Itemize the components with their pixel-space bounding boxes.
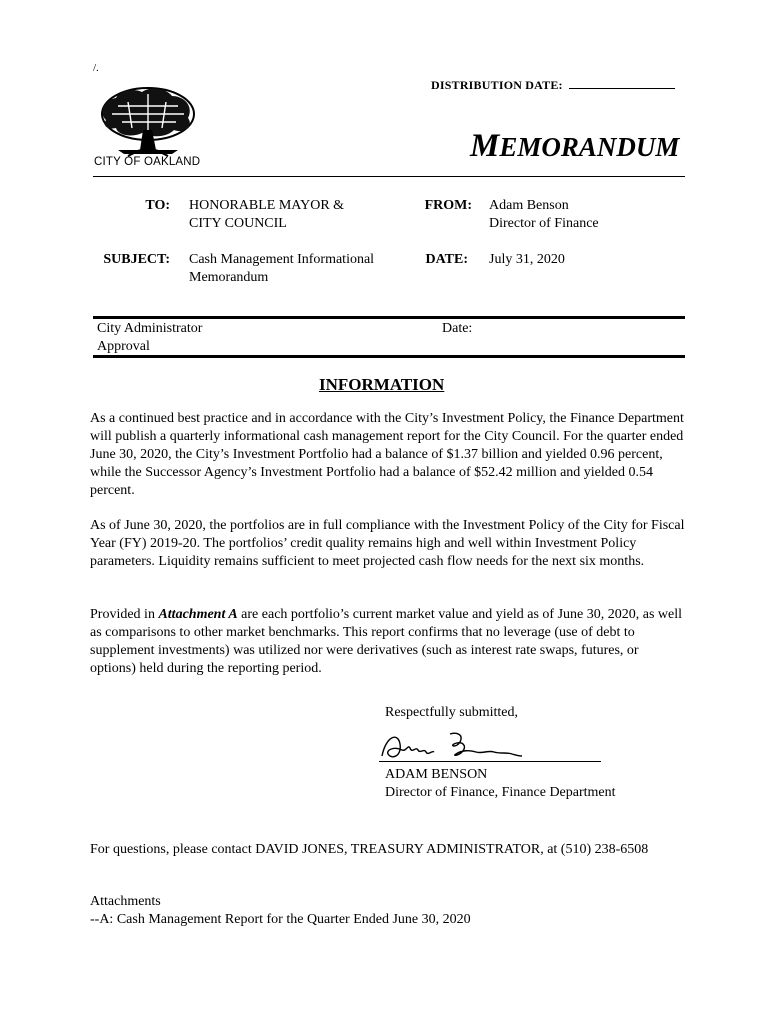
memo-title-rest: EMORANDUM xyxy=(499,132,680,162)
signer-name: ADAM BENSON xyxy=(385,767,488,782)
memo-title-initial: M xyxy=(470,128,500,164)
header-rule xyxy=(93,176,685,177)
contact-text: For questions, please contact DAVID JONES, TREASURY ADMINISTRATOR, at (510) 238-6508 xyxy=(90,842,649,857)
approval-rule-top xyxy=(93,316,685,319)
paragraph-3-start: Provided in xyxy=(90,607,159,622)
signer-title: Director of Finance, Finance Department xyxy=(385,785,616,800)
date-label: DATE: xyxy=(425,252,468,267)
paragraph-3-end: are each portfolio’s current market value and yield as of June 30, 2020, as well as comparisons to other market benchmarks. This report confirms that no leverage (use of debt to supplement investments) was utilized nor were derivatives (such as interest rate swaps, futures, or options) held during the reporting period. xyxy=(90,607,683,676)
signature-image xyxy=(372,726,604,766)
to-line-1: HONORABLE MAYOR & xyxy=(189,198,345,213)
distribution-date-label: DISTRIBUTION DATE: xyxy=(431,78,563,92)
paragraph-1: As a continued best practice and in accordance with the City’s Investment Policy, the Finance Department will publish a quarterly informational cash management report for the City Council. For the quarter ended June 30, 2020, the City’s Investment Portfolio had a balance of $1.37 billion and yielded 0.96 percent, while the Successor Agency’s Investment Portfolio had a balance of $52.42 million and yielded 0.54 percent. xyxy=(90,411,684,498)
to-label: TO: xyxy=(145,198,170,213)
signature-line xyxy=(379,761,601,762)
page-mark: /. xyxy=(93,62,99,74)
attachment-item: --A: Cash Management Report for the Quarter Ended June 30, 2020 xyxy=(90,912,471,927)
attachments-heading: Attachments xyxy=(90,894,161,909)
paragraph-3 xyxy=(90,606,685,678)
to-line-2: CITY COUNCIL xyxy=(189,216,287,231)
memo-title xyxy=(470,128,679,165)
subject-line-1: Cash Management Informational xyxy=(189,252,375,267)
approval-line-1: City Administrator xyxy=(97,321,203,336)
subject-label: SUBJECT: xyxy=(103,252,170,267)
closing-salutation: Respectfully submitted, xyxy=(385,705,518,720)
approval-date-label: Date: xyxy=(442,321,473,336)
from-line-1: Adam Benson xyxy=(489,198,569,213)
logo-caption: CITY OF OAKLAND xyxy=(94,156,201,168)
subject-value xyxy=(189,251,374,287)
date-value: July 31, 2020 xyxy=(489,252,565,267)
from-value xyxy=(489,197,599,233)
section-heading: INFORMATION xyxy=(319,375,445,394)
approval-label xyxy=(97,320,202,356)
attachment-a-reference: Attachment A xyxy=(158,607,238,622)
from-line-2: Director of Finance xyxy=(489,216,599,231)
subject-line-2: Memorandum xyxy=(189,270,269,285)
distribution-date xyxy=(431,78,675,93)
from-label: FROM: xyxy=(424,198,472,213)
approval-line-2: Approval xyxy=(97,339,150,354)
to-value xyxy=(189,197,344,233)
distribution-date-blank xyxy=(569,79,675,89)
approval-rule-bottom xyxy=(93,355,685,358)
paragraph-2: As of June 30, 2020, the portfolios are in full compliance with the Investment Policy of the City for Fiscal Year (FY) 2019-20. The portfolios’ credit quality remains high and well within Investment Policy parameters. Liquidity remains sufficient to meet projected cash flow needs for the next six months. xyxy=(90,518,685,569)
